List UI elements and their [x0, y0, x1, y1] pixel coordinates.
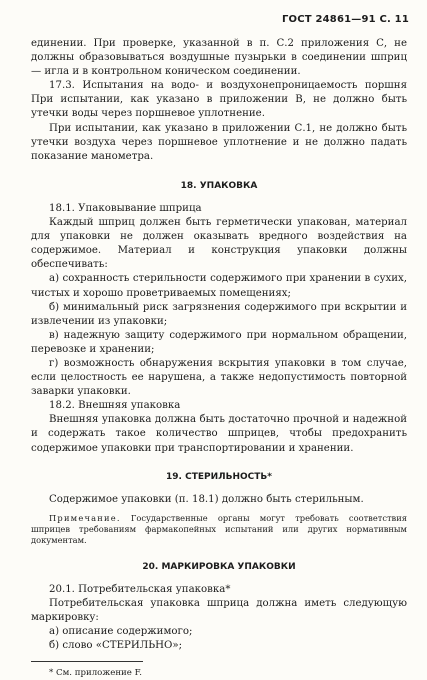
section-heading-19: 19. СТЕРИЛЬНОСТЬ*: [166, 471, 272, 482]
list-item-b: б) минимальный риск загрязнения содержимого при вскрытии и извлечении из упаковки;: [31, 301, 407, 327]
footnote-rule: [31, 661, 143, 662]
paragraph-packaging-requirements: Каждый шприц должен быть герметически упакован, материал для упаковки не должен оказывать вредного воздействия на содержимое. Материал и конструкция упаковки должны обеспечивать:: [31, 217, 407, 271]
list-item-a: а) сохранность стерильности содержимого при хранении в сухих, чистых и хорошо проветриваемых помещениях;: [31, 273, 407, 299]
paragraph-17-3: 17.3. Испытания на водо- и воздухонепроницаемость поршня При испытании, как указано в приложении В, не должно быть утечки воды через поршневое уплотнение.: [31, 80, 407, 120]
list-item-b-marking: б) слово «СТЕРИЛЬНО»;: [49, 640, 183, 652]
list-item-a-marking: а) описание содержимого;: [49, 626, 193, 638]
section-heading-20: 20. МАРКИРОВКА УПАКОВКИ: [142, 561, 296, 572]
paragraph-outer-packaging: Внешняя упаковка должна быть достаточно прочной и надежной и содержать такое количество шприцев, чтобы предохранить содержимое упаковки при транспортировании и хранении.: [31, 414, 407, 454]
paragraph-marking: Потребительская упаковка шприца должна иметь следующую маркировку:: [31, 598, 407, 624]
list-item-g: г) возможность обнаружения вскрытия упаковки в том случае, если целостность ее нарушена, а также недопустимость повторной заварки упаковки.: [31, 357, 407, 398]
page-header: ГОСТ 24861—91 С. 11: [281, 14, 409, 25]
note-label: Примечание.: [49, 512, 121, 523]
note-text: Государственные органы могут требовать соответствия шприцев требованиям фармакопейных испытаний или других нормативным документам.: [31, 512, 407, 545]
paragraph-sterility: Содержимое упаковки (п. 18.1) должно быть стерильным.: [49, 493, 364, 505]
paragraph-continuation: единении. При проверке, указанной в п. С.2 приложения С, не должны образовываться воздушные пузырьки в соединении шприц — игла и в контрольном коническом соединении.: [31, 38, 407, 78]
subsection-18-2: 18.2. Внешняя упаковка: [49, 400, 181, 412]
footnote: * См. приложение F.: [49, 668, 142, 679]
section-heading-18: 18. УПАКОВКА: [180, 180, 258, 191]
document-body: [31, 37, 407, 680]
subsection-20-1: 20.1. Потребительская упаковка*: [49, 583, 231, 595]
subsection-18-1: 18.1. Упаковывание шприца: [49, 202, 202, 214]
note: [31, 513, 407, 546]
list-item-v: в) надежную защиту содержимого при нормальном обращении, перевозке и хранении;: [31, 329, 407, 355]
paragraph-air-test: При испытании, как указано в приложении С.1, не должно быть утечки воздуха через поршневое уплотнение и не должно падать показание манометра.: [31, 122, 407, 162]
